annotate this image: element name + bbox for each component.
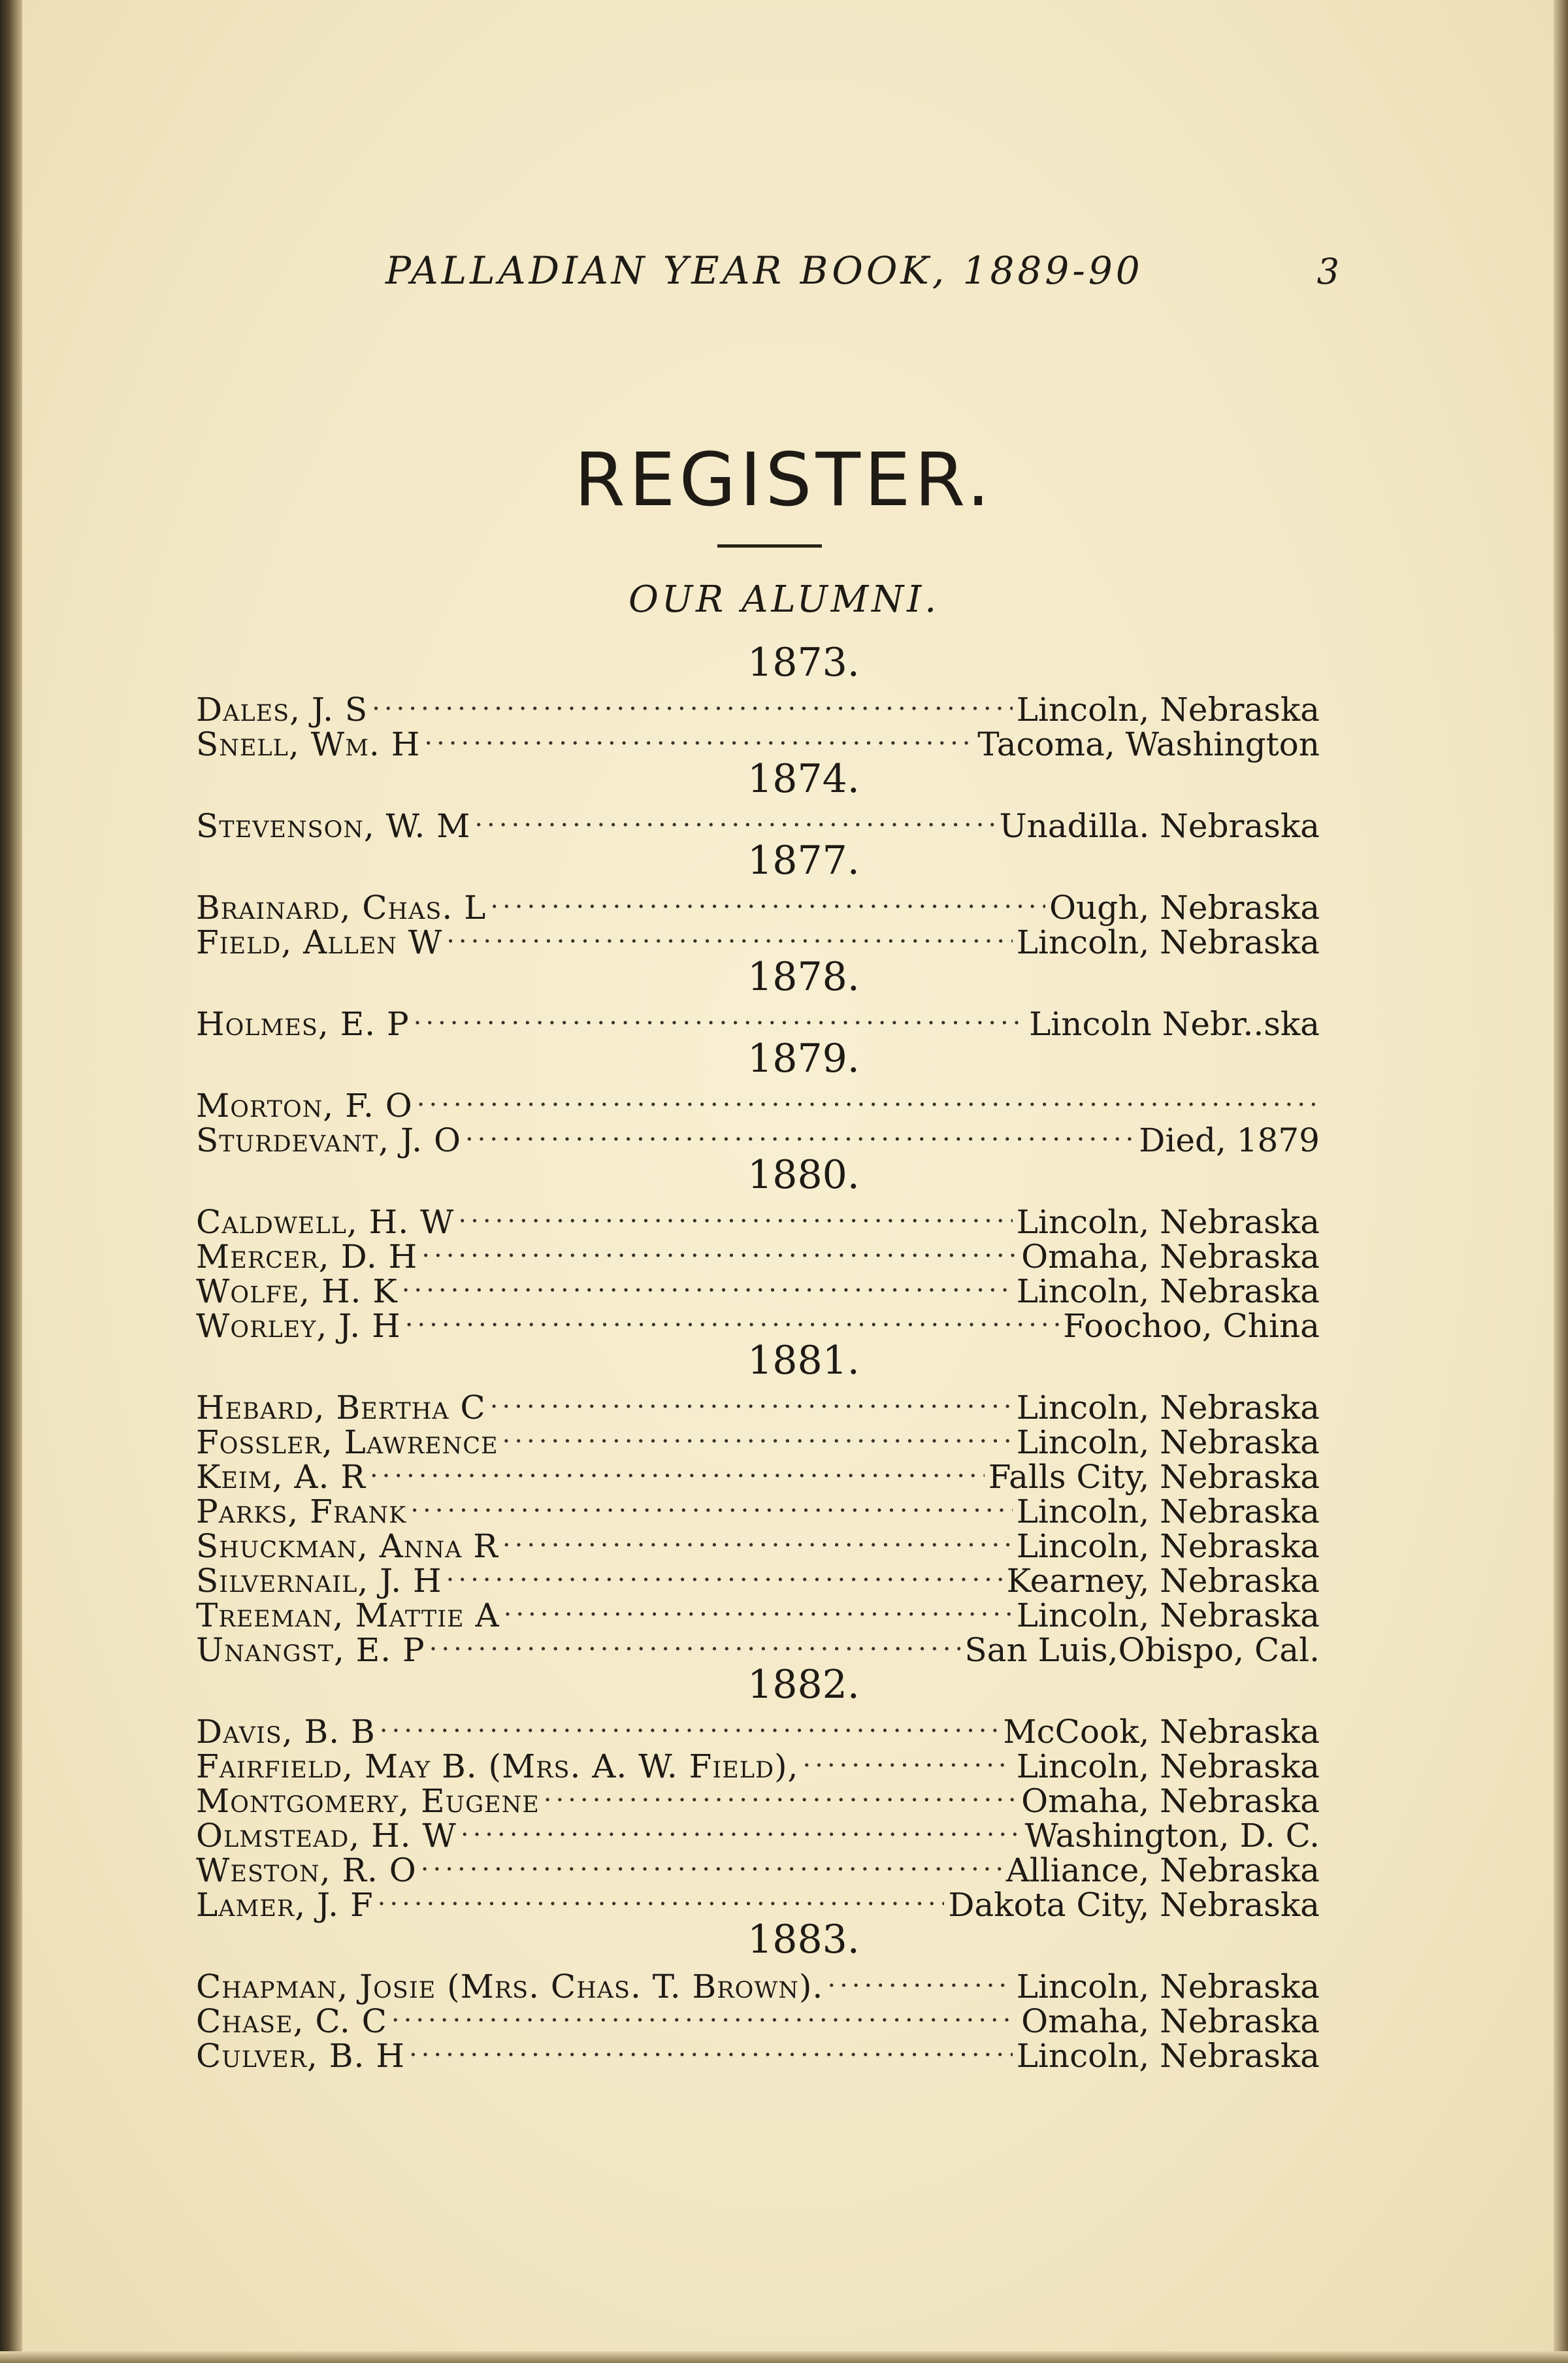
alumni-name: Chapman, Josie (Mrs. Chas. T. Brown). [196, 1968, 824, 2006]
alumni-entry [196, 1777, 1320, 1820]
alumni-name: Dales, J. S [196, 691, 368, 729]
alumni-name: Morton, F. O [196, 1087, 413, 1125]
alumni-entry [196, 1708, 1320, 1751]
alumni-location: Lincoln, Nebraska [1016, 1527, 1320, 1565]
year-heading: 1883. [747, 1917, 860, 1962]
alumni-name: Sturdevant, J. O [196, 1121, 461, 1159]
alumni-location: Lincoln, Nebraska [1016, 1968, 1320, 2006]
alumni-entry [196, 1812, 1320, 1855]
title-rule [717, 544, 822, 548]
alumni-name: Stevenson, W. M [196, 807, 471, 845]
alumni-name: Lamer, J. F [196, 1886, 374, 1924]
alumni-entry [196, 1233, 1320, 1276]
alumni-location: Foochoo, China [1063, 1307, 1320, 1345]
running-header-title: PALLADIAN YEAR BOOK, 1889-90 [385, 248, 1143, 293]
alumni-location: Lincoln Nebr..ska [1029, 1005, 1320, 1043]
alumni-location: Dakota City, Nebraska [948, 1886, 1320, 1924]
alumni-location: Alliance, Nebraska [1005, 1851, 1320, 1889]
alumni-entry [196, 1881, 1320, 1924]
dot-leader [461, 1812, 1021, 1847]
dot-leader [370, 1453, 985, 1488]
dot-leader [414, 1000, 1025, 1035]
page-title: REGISTER. [574, 438, 994, 523]
alumni-location: Died, 1879 [1139, 1121, 1320, 1159]
alumni-name: Olmstead, H. W [196, 1817, 457, 1855]
alumni-entry [196, 1557, 1320, 1600]
alumni-location: Lincoln, Nebraska [1016, 1596, 1320, 1634]
alumni-name: Worley, J. H [196, 1307, 401, 1345]
alumni-name: Montgomery, Eugene [196, 1782, 540, 1820]
alumni-name: Chase, C. C [196, 2002, 387, 2040]
alumni-entry [196, 1453, 1320, 1496]
alumni-location: Lincoln, Nebraska [1016, 1747, 1320, 1785]
alumni-location: Falls City, Nebraska [988, 1458, 1320, 1496]
alumni-location: Omaha, Nebraska [1021, 1782, 1320, 1820]
alumni-register-list [196, 639, 1320, 2075]
dot-leader [446, 1557, 1003, 1592]
dot-leader [502, 1419, 1013, 1453]
alumni-name: Treeman, Mattie A [196, 1596, 500, 1634]
alumni-name: Holmes, E. P [196, 1005, 410, 1043]
alumni-entry [196, 1743, 1320, 1785]
year-heading: 1881. [747, 1338, 860, 1383]
dot-leader [391, 1998, 1017, 2032]
alumni-location: Lincoln, Nebraska [1016, 1493, 1320, 1530]
alumni-location: Washington, D. C. [1024, 1817, 1320, 1855]
alumni-entry [196, 1523, 1320, 1565]
year-heading: 1878. [747, 954, 860, 1000]
dot-leader [378, 1881, 945, 1916]
dot-leader [421, 1847, 1002, 1881]
alumni-location: Unadilla. Nebraska [999, 807, 1320, 845]
dot-leader [458, 1198, 1012, 1233]
dot-leader [380, 1708, 1000, 1743]
alumni-entry [196, 1592, 1320, 1634]
alumni-name: Hebard, Bertha C [196, 1389, 486, 1427]
dot-leader [490, 1384, 1013, 1419]
alumni-location: Lincoln, Nebraska [1016, 2037, 1320, 2075]
dot-leader [504, 1592, 1013, 1627]
dot-leader [802, 1743, 1012, 1777]
alumni-entry [196, 1847, 1320, 1889]
alumni-location: Tacoma, Washington [977, 725, 1320, 763]
dot-leader [409, 2032, 1013, 2067]
alumni-location: Lincoln, Nebraska [1016, 1423, 1320, 1461]
dot-leader [502, 1523, 1013, 1557]
dot-leader [410, 1488, 1012, 1523]
dot-leader [446, 919, 1012, 953]
alumni-entry [196, 1082, 1320, 1125]
alumni-entry [196, 1419, 1320, 1461]
year-heading: 1882. [747, 1662, 860, 1708]
alumni-name: Unangst, E. P [196, 1631, 425, 1669]
dot-leader [544, 1777, 1017, 1812]
alumni-entry [196, 1384, 1320, 1427]
alumni-location: Omaha, Nebraska [1021, 2002, 1320, 2040]
alumni-entry [196, 1627, 1320, 1669]
alumni-name: Mercer, D. H [196, 1238, 418, 1276]
alumni-entry [196, 884, 1320, 927]
alumni-entry [196, 1117, 1320, 1159]
dot-leader [827, 1963, 1012, 1998]
alumni-name: Fossler, Lawrence [196, 1423, 498, 1461]
alumni-entry [196, 686, 1320, 729]
section-title: OUR ALUMNI. [628, 578, 940, 621]
alumni-entry [196, 1268, 1320, 1310]
page-left-edge [0, 0, 22, 2363]
dot-leader [474, 802, 995, 837]
alumni-location: Omaha, Nebraska [1021, 1238, 1320, 1276]
running-header [385, 248, 1339, 301]
alumni-entry [196, 1963, 1320, 2006]
dot-leader [421, 1233, 1017, 1268]
alumni-location: San Luis,Obispo, Cal. [964, 1631, 1320, 1669]
alumni-location: Lincoln, Nebraska [1016, 1203, 1320, 1241]
alumni-name: Culver, B. H [196, 2037, 405, 2075]
year-heading: 1880. [747, 1152, 860, 1198]
dot-leader [490, 884, 1045, 919]
dot-leader [405, 1302, 1059, 1337]
page-right-edge [1554, 0, 1568, 2363]
dot-leader [402, 1268, 1013, 1302]
year-heading: 1877. [747, 838, 860, 884]
dot-leader [417, 1082, 1316, 1117]
alumni-name: Weston, R. O [196, 1851, 417, 1889]
alumni-name: Field, Allen W [196, 923, 443, 961]
alumni-entry [196, 2032, 1320, 2075]
alumni-entry [196, 802, 1320, 845]
alumni-location: Lincoln, Nebraska [1016, 691, 1320, 729]
dot-leader [372, 686, 1013, 721]
alumni-entry [196, 1998, 1320, 2040]
alumni-name: Parks, Frank [196, 1493, 407, 1530]
page-number: 3 [1316, 251, 1339, 292]
alumni-location: Lincoln, Nebraska [1016, 923, 1320, 961]
alumni-name: Keim, A. R [196, 1458, 366, 1496]
alumni-name: Davis, B. B [196, 1713, 376, 1751]
alumni-name: Silvernail, J. H [196, 1562, 442, 1600]
dot-leader [429, 1627, 961, 1661]
alumni-name: Brainard, Chas. L [196, 889, 487, 927]
page-bottom-edge [0, 2351, 1568, 2363]
alumni-location: Lincoln, Nebraska [1016, 1272, 1320, 1310]
alumni-location: Lincoln, Nebraska [1016, 1389, 1320, 1427]
alumni-entry [196, 1198, 1320, 1241]
year-heading: 1874. [747, 756, 860, 802]
year-heading: 1879. [747, 1036, 860, 1082]
dot-leader [424, 721, 973, 755]
dot-leader [465, 1117, 1135, 1151]
alumni-entry [196, 721, 1320, 763]
alumni-entry [196, 919, 1320, 961]
alumni-location: McCook, Nebraska [1003, 1713, 1320, 1751]
alumni-entry [196, 1302, 1320, 1345]
alumni-name: Caldwell, H. W [196, 1203, 455, 1241]
alumni-entry [196, 1488, 1320, 1530]
alumni-entry [196, 1000, 1320, 1043]
year-heading: 1873. [747, 640, 860, 686]
alumni-name: Fairfield, May B. (Mrs. A. W. Field), [196, 1747, 799, 1785]
alumni-location: Ough, Nebraska [1049, 889, 1320, 927]
alumni-location: Kearney, Nebraska [1006, 1562, 1320, 1600]
alumni-name: Snell, Wm. H [196, 725, 421, 763]
alumni-name: Shuckman, Anna R [196, 1527, 498, 1565]
alumni-name: Wolfe, H. K [196, 1272, 398, 1310]
